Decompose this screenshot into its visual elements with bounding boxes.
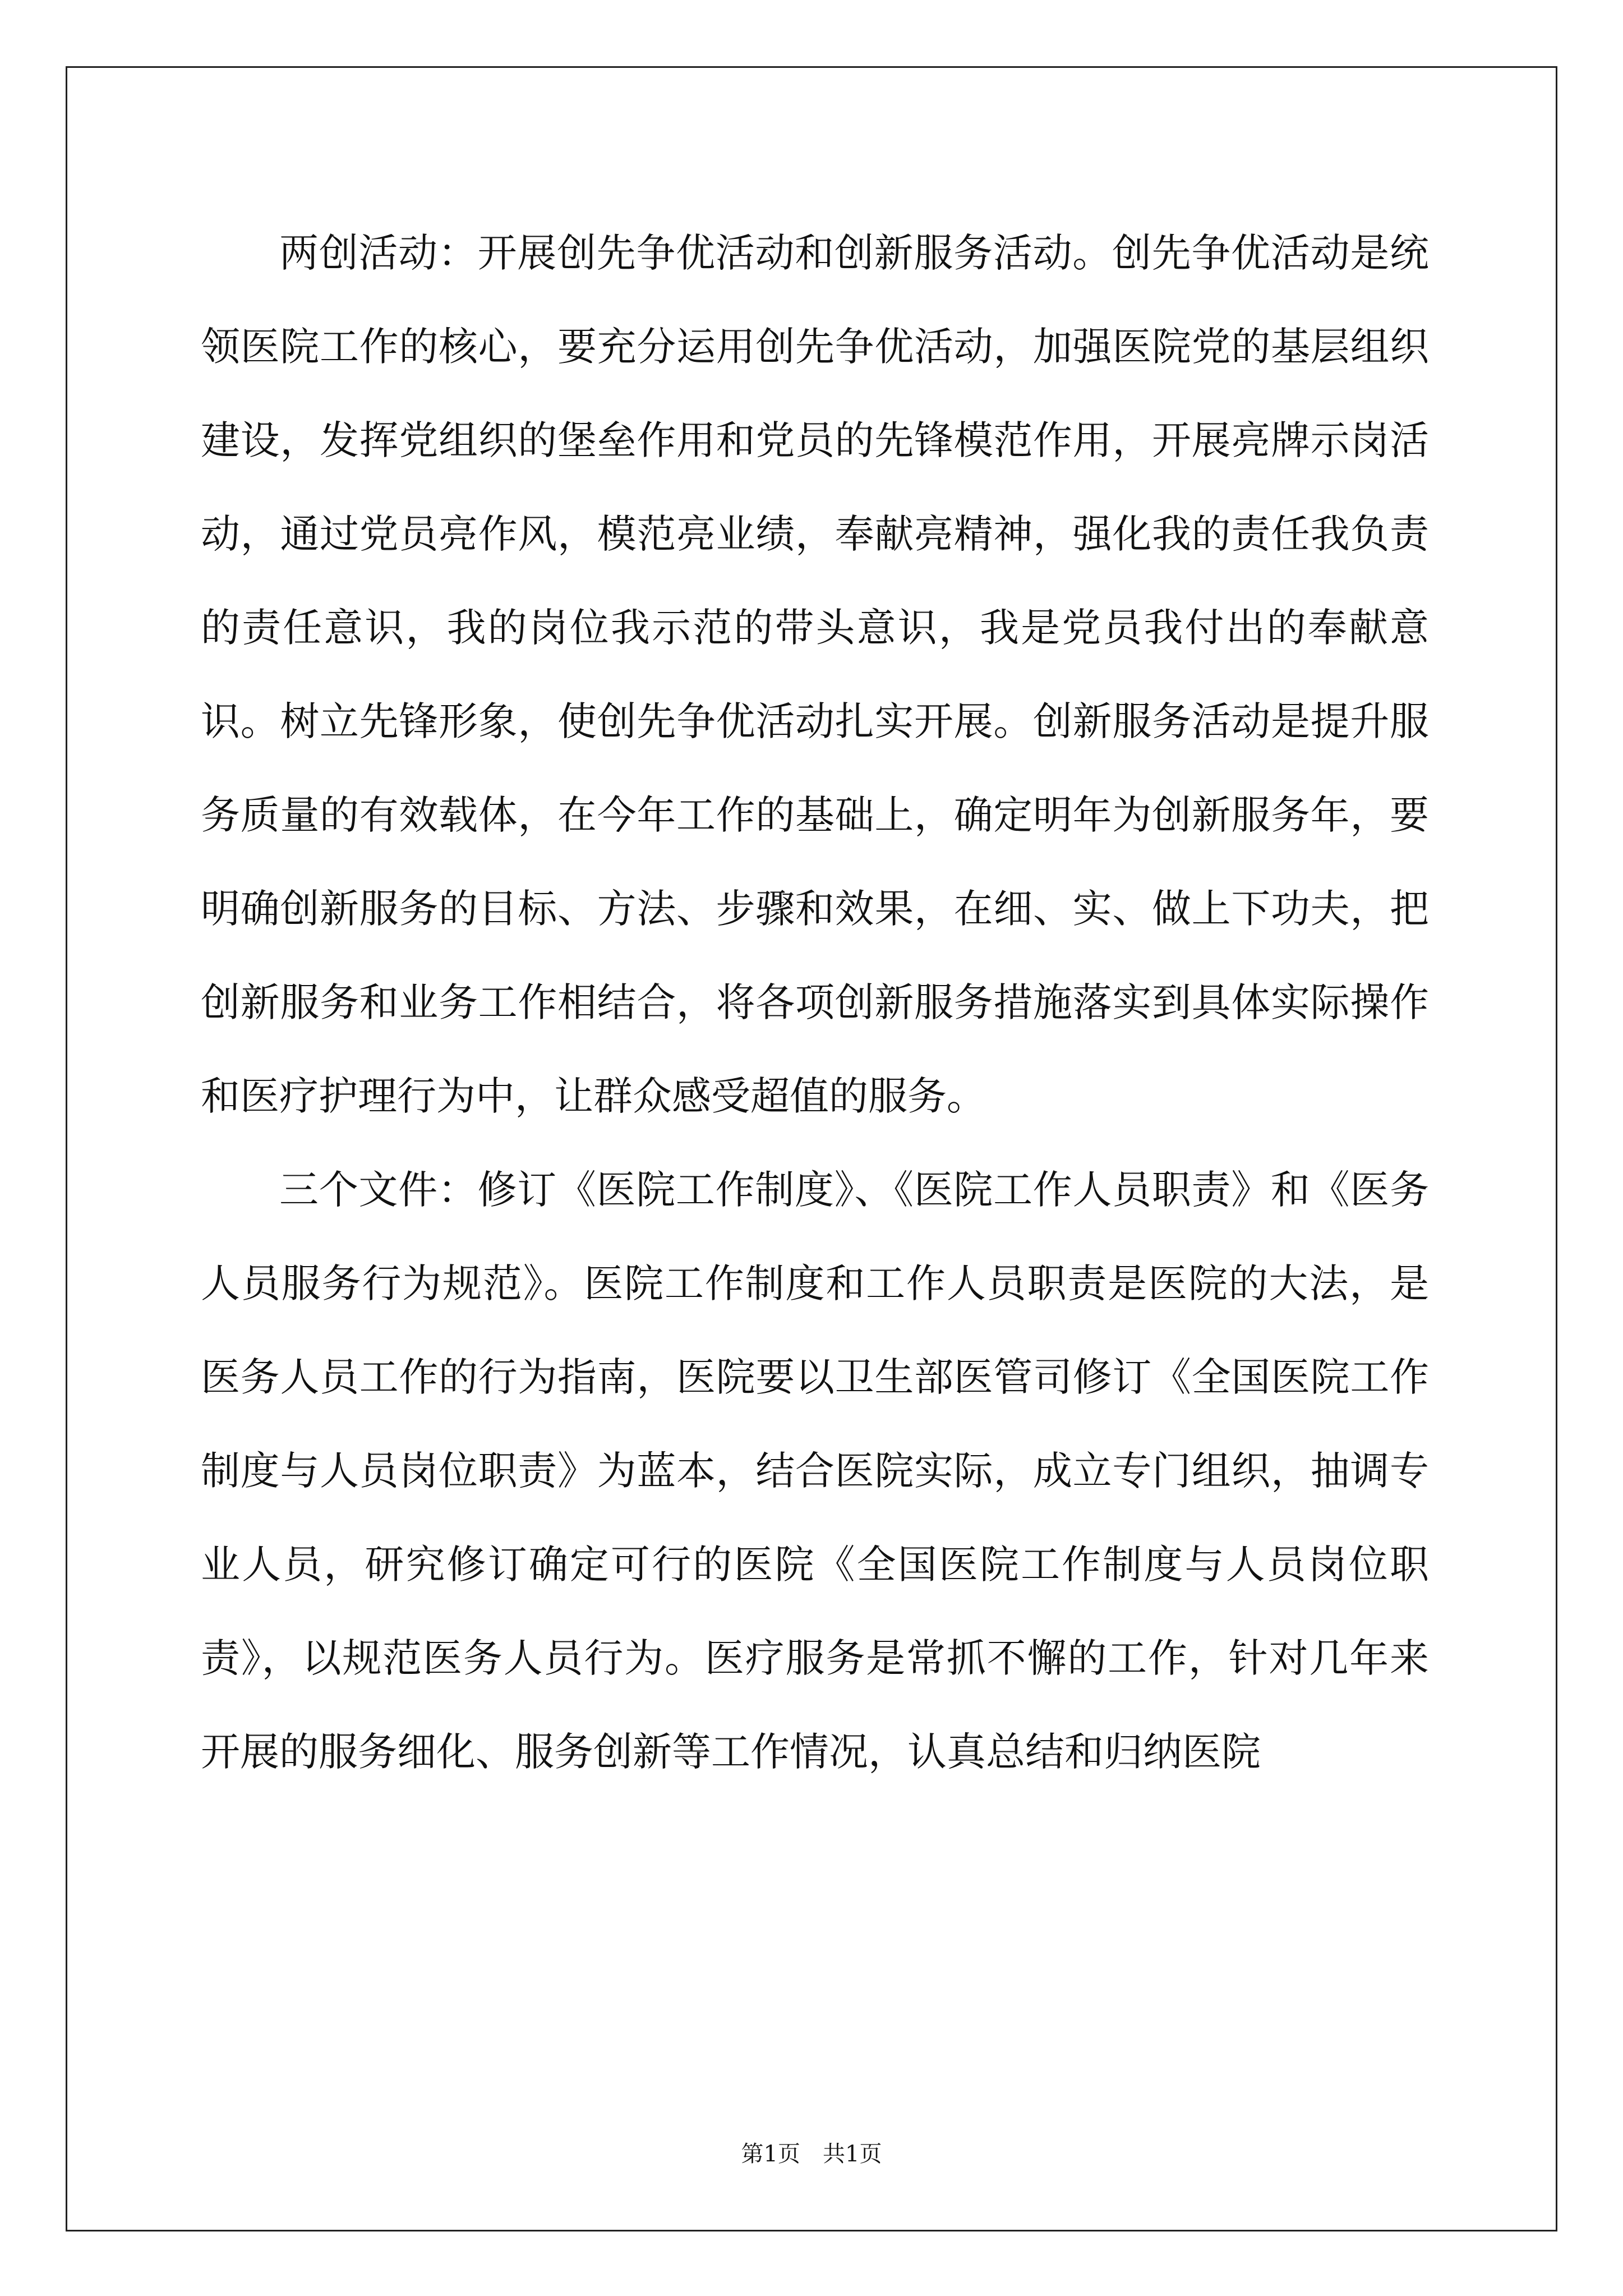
- paragraph-three-documents: 三个文件：修订《医院工作制度》、《医院工作人员职责》和《医务人员服务行为规范》。医院工作制度和工作人员职责是医院的大法，是医务人员工作的行为指南，医院要以卫生部医管司修订《全国医院工作制度与人员岗位职责》为蓝本，结合医院实际，成立专门组织，抽调专业人员，研究修订确定可行的医院《全国医院工作制度与人员岗位职责》，以规范医务人员行为。医疗服务是常抓不懈的工作，针对几年来开展的服务细化、服务创新等工作情况，认真总结和归纳医院: [201, 1167, 1429, 1775]
- paragraph-two-initiatives: 两创活动：开展创先争优活动和创新服务活动。创先争优活动是统领医院工作的核心，要充分运用创先争优活动，加强医院党的基层组织建设，发挥党组织的堡垒作用和党员的先锋模范作用，开展亮牌示岗活动，通过党员亮作风，模范亮业绩，奉献亮精神，强化我的责任我负责的责任意识，我的岗位我示范的带头意识，我是党员我付出的奉献意识。树立先锋形象，使创先争优活动扎实开展。创新服务活动是提升服务质量的有效载体，在今年工作的基础上，确定明年为创新服务年，要明确创新服务的目标、方法、步骤和效果，在细、实、做上下功夫，把创新服务和业务工作相结合，将各项创新服务措施落实到具体实际操作和医疗护理行为中，让群众感受超值的服务。: [201, 230, 1429, 1119]
- page-number-current: 第1页: [741, 2141, 800, 2167]
- page-number-total: 共1页: [823, 2141, 882, 2167]
- page-footer: [0, 2138, 1623, 2170]
- document-body: [201, 206, 1429, 1799]
